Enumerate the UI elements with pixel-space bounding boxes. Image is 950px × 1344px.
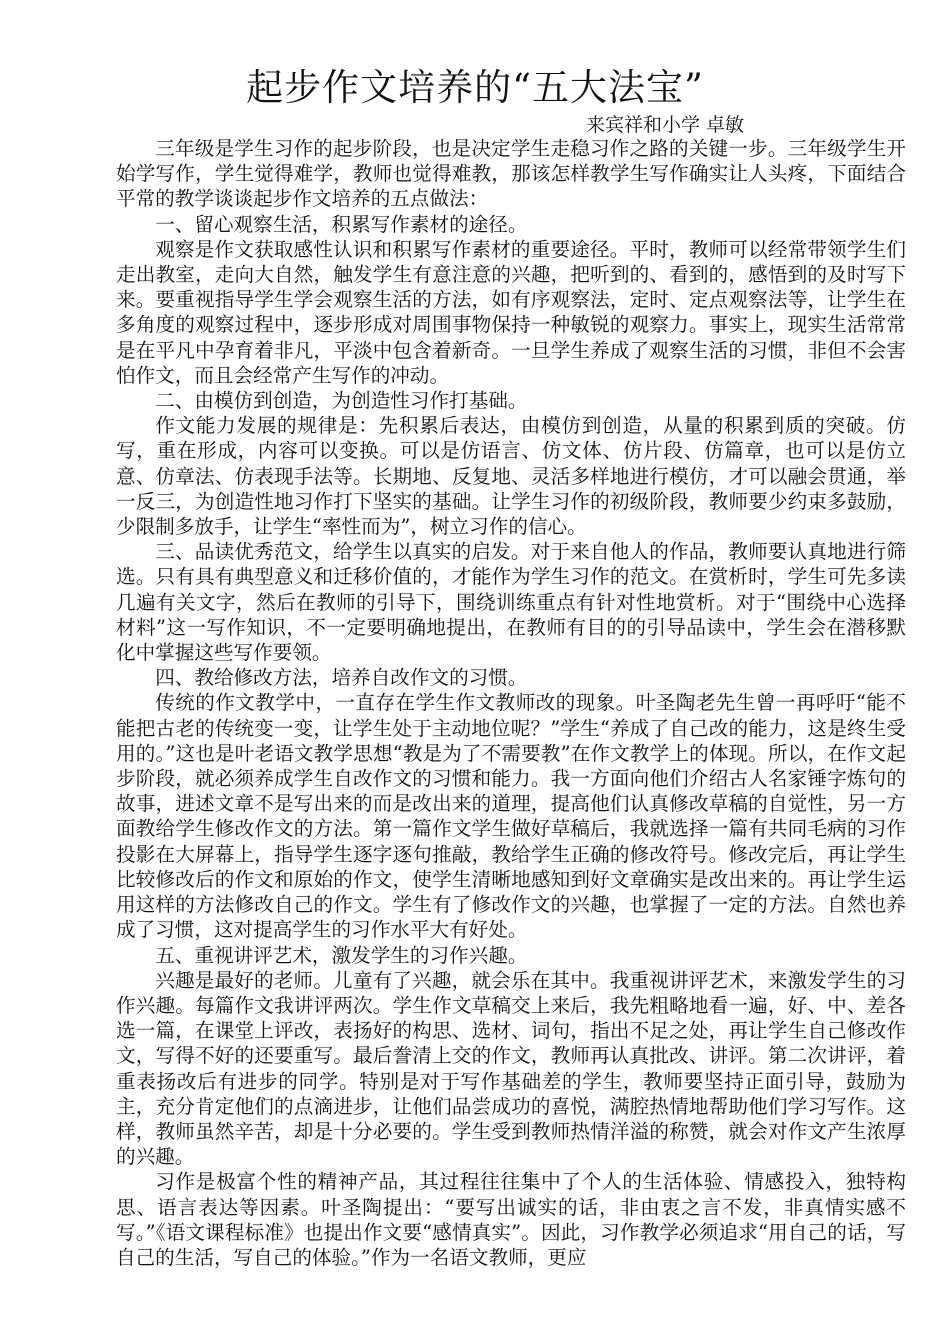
paragraph-intro: 三年级是学生习作的起步阶段，也是决定学生走稳习作之路的关键一步。三年级学生开始学写作，学生觉得难学，教师也觉得难教，那该怎样教学生写作确实让人头疼，下面结合平常的教学谈谈起步作文培养的五点做法：	[116, 137, 906, 211]
paragraph-revision: 传统的作文教学中，一直存在学生作文教师改的现象。叶圣陶老先生曾一再呼吁“能不能把古老的传统变一变，让学生处于主动地位呢？”学生“养成了自己改的能力，这是终生受用的。”这也是叶老语文教学思想“教是为了不需要教”在作文教学上的体现。所以，在作文起步阶段，就必须养成学生自改作文的习惯和能力。我一方面向他们介绍古人名家锤字炼句的故事，进述文章不是写出来的而是改出来的道理，提高他们认真修改草稿的自觉性，另一方面教给学生修改作文的方法。第一篇作文学生做好草稿后，我就选择一篇有共同毛病的习作投影在大屏幕上，指导学生逐字逐句推敲，教给学生正确的修改符号。修改完后，再让学生比较修改后的作文和原始的作文，使学生清晰地感知到好文章确实是改出来的。再让学生运用这样的方法修改自己的作文。学生有了修改作文的兴趣，也掌握了一定的方法。自然也养成了习惯，这对提高学生的习作水平大有好处。	[116, 691, 906, 942]
author-line: 来宾祥和小学 卓敏	[586, 114, 745, 136]
section-heading-4: 四、教给修改方法，培养自改作文的习惯。	[155, 666, 528, 690]
paragraph-imitation: 作文能力发展的规律是：先积累后表达，由模仿到创造，从量的积累到质的突破。仿写，重在形成，内容可以变换。可以是仿语言、仿文体、仿片段、仿篇章，也可以是仿立意、仿章法、仿表现手法等。长期地、反复地、灵活多样地进行模仿，才可以融会贯通，举一反三，为创造性地习作打下坚实的基础。让学生习作的初级阶段，教师要少约束多鼓励，少限制多放手，让学生“率性而为”，树立习作的信心。	[116, 414, 906, 539]
paragraph-observation: 观察是作文获取感性认识和积累写作素材的重要途径。平时，教师可以经常带领学生们走出教室，走向大自然，触发学生有意注意的兴趣，把听到的、看到的，感悟到的及时写下来。要重视指导学生学会观察生活的方法，如有序观察法，定时、定点观察法等，让学生在多角度的观察过程中，逐步形成对周围事物保持一种敏锐的观察力。事实上，现实生活常常是在平凡中孕育着非凡，平淡中包含着新奇。一旦学生养成了观察生活的习惯，非但不会害怕作文，而且会经常产生写作的冲动。	[116, 237, 906, 387]
section-heading-2: 二、由模仿到创造，为创造性习作打基础。	[155, 389, 528, 413]
section-heading-5: 五、重视讲评艺术，激发学生的习作兴趣。	[155, 943, 528, 967]
document-title: 起步作文培养的“五大法宝”	[246, 66, 704, 109]
document-body	[116, 136, 906, 1270]
section-heading-1: 一、留心观察生活，积累写作素材的途径。	[155, 212, 528, 236]
paragraph-model-essays: 三、品读优秀范文，给学生以真实的启发。对于来自他人的作品，教师要认真地进行筛选。只有具有典型意义和迁移价值的，才能作为学生习作的范文。在赏析时，学生可先多读几遍有关文字，然后在教师的引导下，围绕训练重点有针对性地赏析。对于“围绕中心选择材料”这一写作知识，不一定要明确地提出，在教师有目的的引导品读中，学生会在潜移默化中掌握这些写作要领。	[116, 540, 906, 665]
paragraph-critique: 兴趣是最好的老师。儿童有了兴趣，就会乐在其中。我重视讲评艺术，来激发学生的习作兴趣。每篇作文我讲评两次。学生作文草稿交上来后，我先粗略地看一遍，好、中、差各选一篇，在课堂上评改，表扬好的构思、选材、词句，指出不足之处，再让学生自己修改作文，写得不好的还要重写。最后誊清上交的作文，教师再认真批改、讲评。第二次讲评，着重表扬改后有进步的同学。特别是对于写作基础差的学生，教师要坚持正面引导，鼓励为主，充分肯定他们的点滴进步，让他们品尝成功的喜悦，满腔热情地帮助他们学习写作。这样，教师虽然辛苦，却是十分必要的。学生受到教师热情洋溢的称赞，就会对作文产生浓厚的兴趣。	[116, 968, 906, 1169]
paragraph-conclusion: 习作是极富个性的精神产品，其过程往往集中了个人的生活体验、情感投入，独特构思、语言表达等因素。叶圣陶提出：“要写出诚实的话，非由衷之言不发，非真情实感不写。”《语文课程标准》也提出作文要“感情真实”。因此，习作教学必须追求“用自己的话，写自己的生活，写自己的体验。”作为一名语文教师，更应	[116, 1170, 906, 1269]
